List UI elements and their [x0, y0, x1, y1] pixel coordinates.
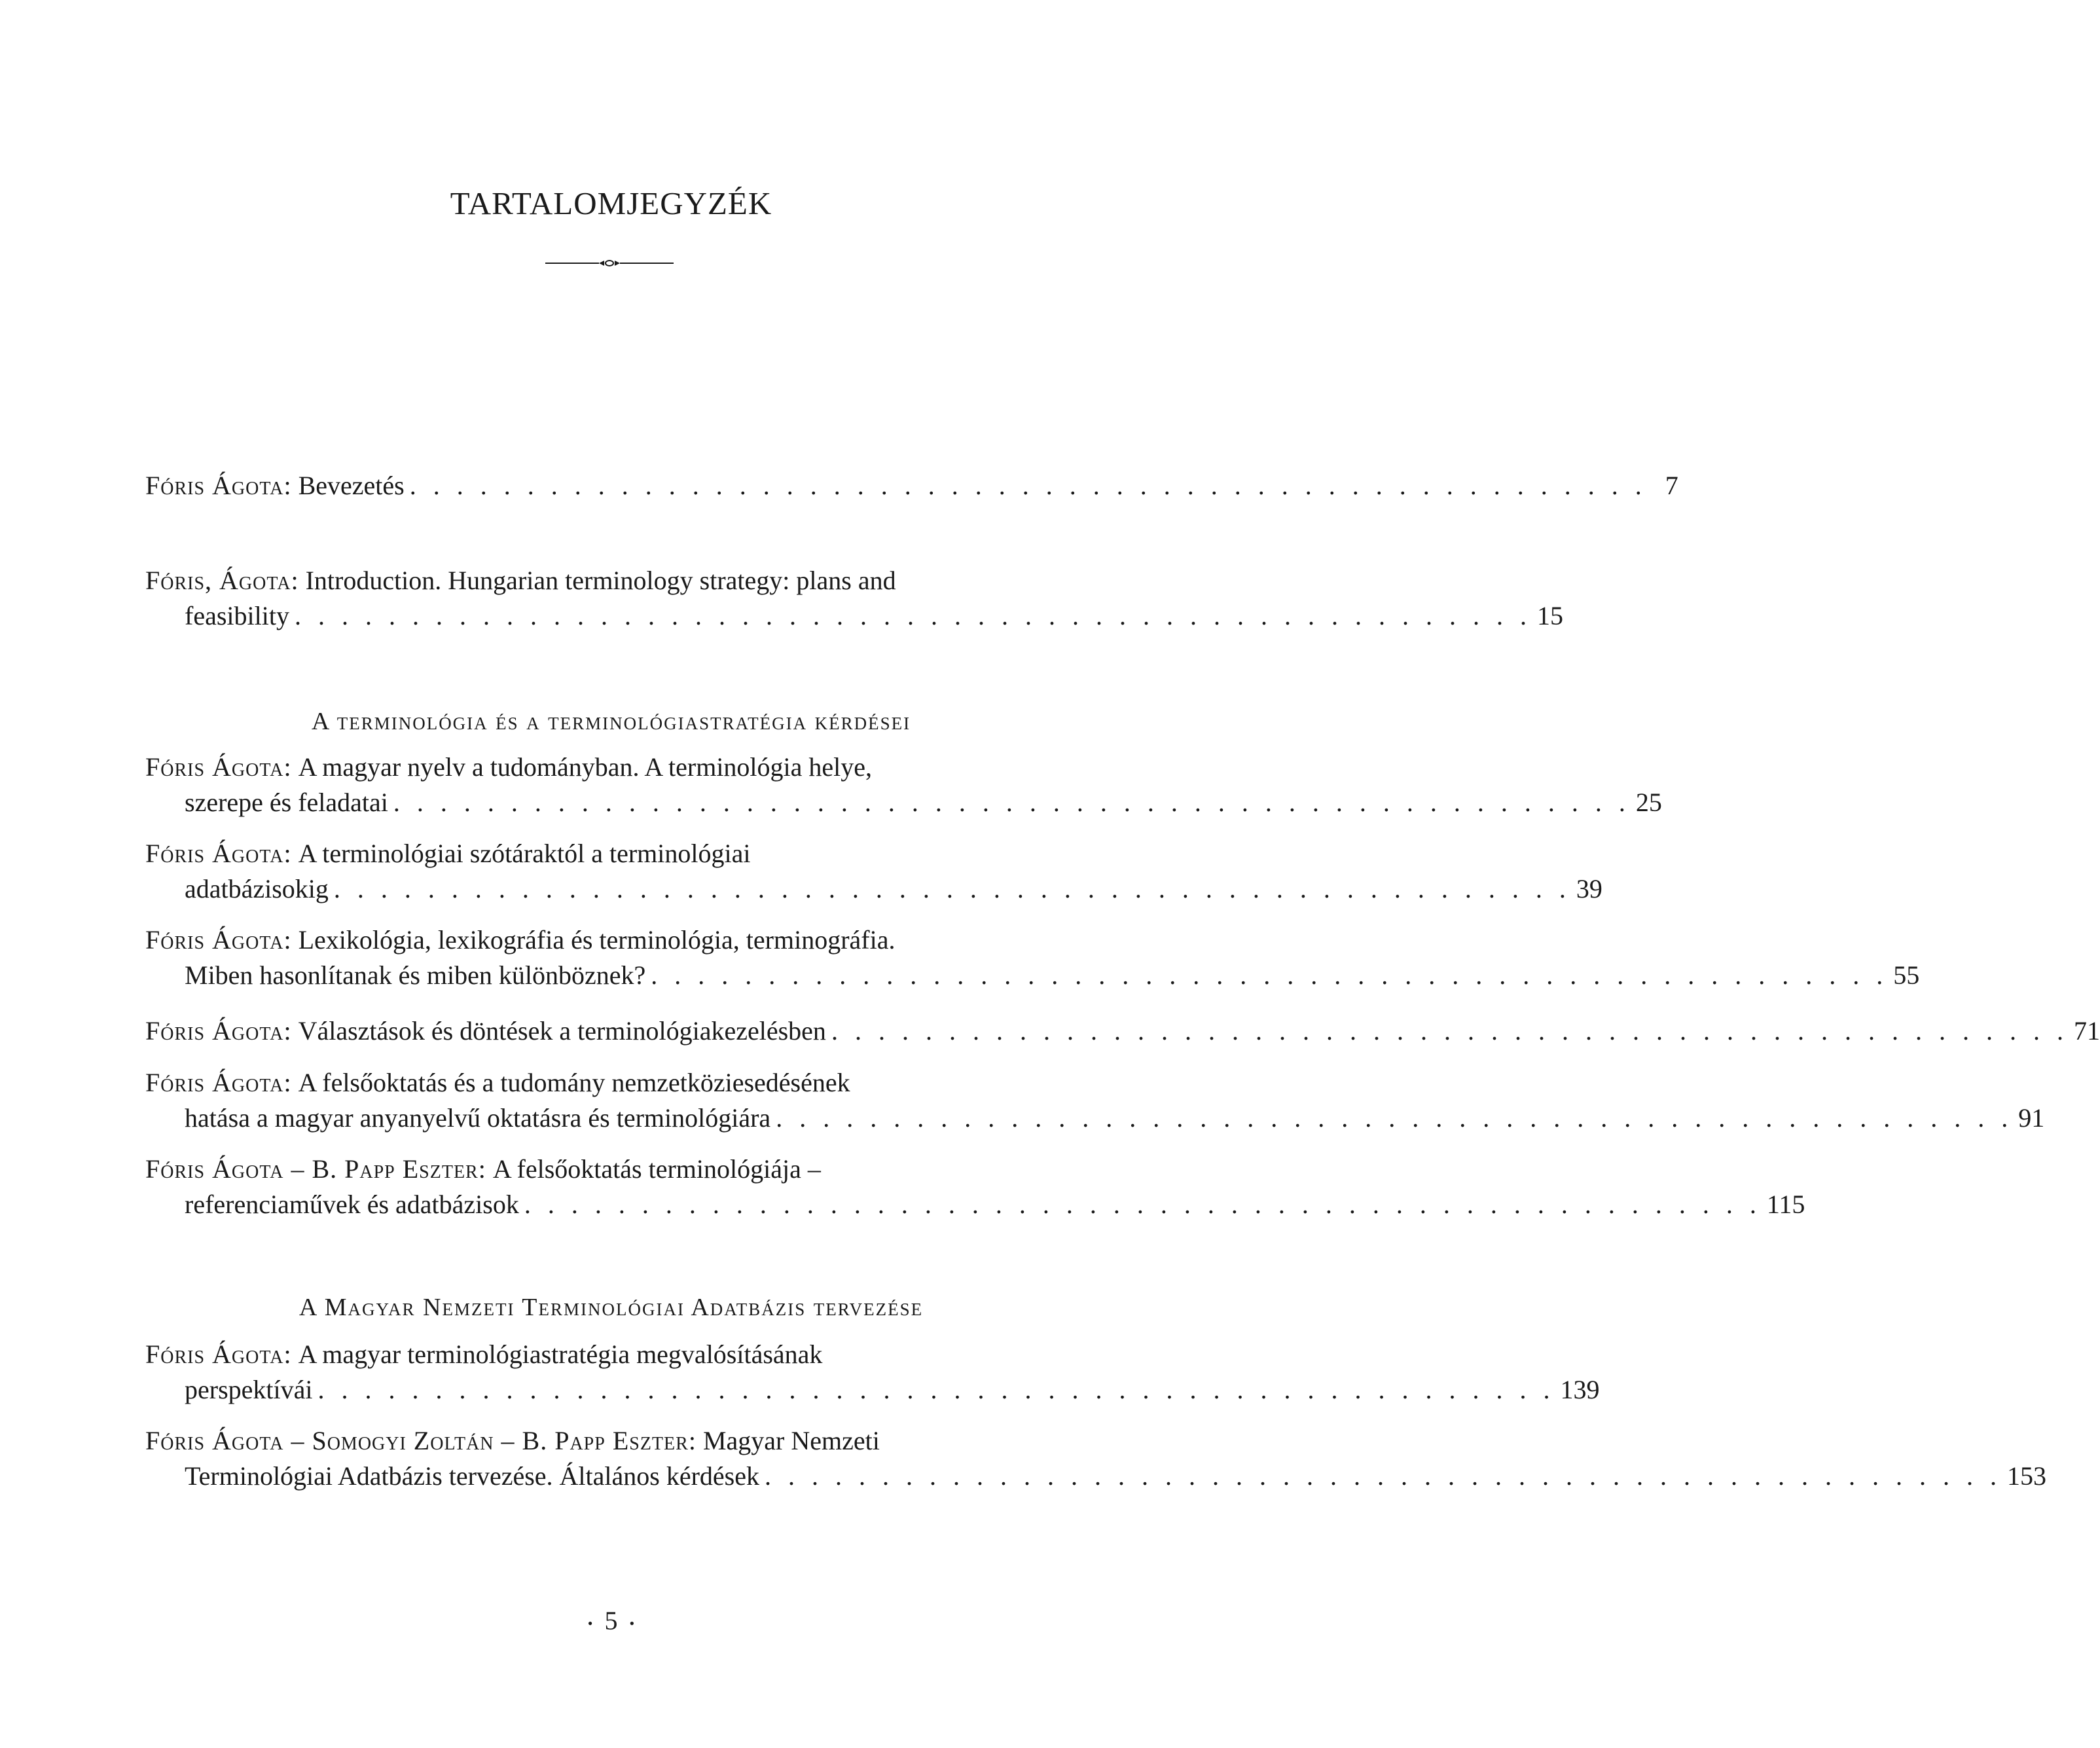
entry-authors: Fóris Ágota – B. Papp Eszter: — [145, 1154, 486, 1184]
entry-title-line2: perspektívái — [185, 1375, 313, 1404]
section-heading: A terminológia és a terminológiastratégia kérdései — [311, 708, 911, 735]
entry-title-line1: Lexikológia, lexikográfia és terminológia, terminográfia. — [298, 925, 896, 955]
entry-title-line2: hatása a magyar anyanyelvű oktatásra és terminológiára — [185, 1103, 771, 1133]
entry-title-line1: A felsőoktatás terminológiája – — [492, 1154, 821, 1184]
page-footer — [0, 1605, 1222, 1636]
entry-page-number: 25 — [1635, 788, 1662, 817]
toc-entry[interactable] — [145, 563, 1563, 634]
entry-authors: Fóris Ágota: — [145, 1068, 292, 1097]
entry-title-line2: Miben hasonlítanak és miben különböznek? — [185, 960, 646, 990]
entry-title-line1: A magyar nyelv a tudományban. A terminológia helye, — [298, 752, 873, 782]
dot-leader: . . . . . . . . . . . . . . . . . . . . . . . . . . . . . . . . . . . . . . . . . . . . . . . . . . . . . — [524, 1190, 1762, 1219]
toc-entry[interactable] — [145, 1065, 2045, 1136]
entry-title-line1: Introduction. Hungarian terminology strategy: plans and — [305, 566, 896, 595]
entry-authors: Fóris Ágota: — [145, 471, 292, 500]
entry-title-line2: Terminológiai Adatbázis tervezése. Általános kérdések — [185, 1461, 759, 1491]
dot-leader: . . . . . . . . . . . . . . . . . . . . . . . . . . . . . . . . . . . . . . . . . . . . . . . . . . . . . — [776, 1103, 2014, 1133]
entry-title-line2: adatbázisokig — [185, 874, 329, 903]
entry-page-number: 115 — [1766, 1190, 1805, 1219]
toc-entry[interactable] — [145, 1152, 1805, 1222]
bullet-icon: • — [587, 1614, 593, 1631]
dot-leader: . . . . . . . . . . . . . . . . . . . . . . . . . . . . . . . . . . . . . . . . . . . . . . . . . . . . . — [294, 601, 1532, 630]
entry-page-number: 71 — [2073, 1016, 2100, 1046]
page-title: TARTALOMJEGYZÉK — [450, 185, 772, 221]
entry-page-number: 91 — [2018, 1103, 2045, 1133]
entry-title-line2: referenciaművek és adatbázisok — [185, 1190, 519, 1219]
dot-leader: . . . . . . . . . . . . . . . . . . . . . . . . . . . . . . . . . . . . . . . . . . . . . . . . . . . . . — [317, 1375, 1555, 1404]
entry-title-line2: szerepe és feladatai — [185, 788, 388, 817]
entry-page-number: 55 — [1893, 960, 1920, 990]
entry-authors: Fóris Ágota: — [145, 925, 292, 955]
toc-entry[interactable] — [145, 468, 1678, 503]
bullet-icon: • — [629, 1614, 635, 1631]
entry-title: Bevezetés — [298, 471, 405, 500]
toc-entry[interactable] — [145, 922, 1920, 993]
entry-title-line1: A terminológiai szótáraktól a terminológiai — [298, 839, 751, 868]
entry-page-number: 139 — [1560, 1375, 1600, 1404]
entry-title-line1: Magyar Nemzeti — [702, 1426, 880, 1455]
dot-leader: . . . . . . . . . . . . . . . . . . . . . . . . . . . . . . . . . . . . . . . . . . . . . . . . . . . . . — [651, 960, 1889, 990]
entry-title-line1: A magyar terminológiastratégia megvalósításának — [298, 1339, 823, 1369]
toc-entry[interactable] — [145, 1013, 2100, 1049]
entry-title: Választások és döntések a terminológiakezelésben — [298, 1016, 826, 1046]
toc-entry[interactable] — [145, 1423, 2046, 1494]
divider-ornament-icon — [545, 258, 674, 268]
entry-authors: Fóris Ágota: — [145, 1339, 292, 1369]
entry-authors: Fóris Ágota – Somogyi Zoltán – B. Papp Eszter: — [145, 1426, 697, 1455]
toc-entry[interactable] — [145, 836, 1602, 907]
dot-leader: . . . . . . . . . . . . . . . . . . . . . . . . . . . . . . . . . . . . . . . . . . . . . . . . . . . . . — [831, 1016, 2069, 1046]
entry-authors: Fóris, Ágota: — [145, 566, 299, 595]
entry-page-number: 15 — [1536, 601, 1563, 630]
dot-leader: . . . . . . . . . . . . . . . . . . . . . . . . . . . . . . . . . . . . . . . . . . . . . . . . . . . . . — [333, 874, 1571, 903]
section-heading: A Magyar Nemzeti Terminológiai Adatbázis tervezése — [299, 1294, 924, 1321]
dot-leader: . . . . . . . . . . . . . . . . . . . . . . . . . . . . . . . . . . . . . . . . . . . . . . . . . . . . . — [393, 788, 1631, 817]
entry-page-number: 153 — [2007, 1461, 2046, 1491]
entry-authors: Fóris Ágota: — [145, 1016, 292, 1046]
entry-title-line2: feasibility — [185, 601, 289, 630]
entry-page-number: 7 — [1665, 471, 1678, 500]
toc-entry[interactable] — [145, 750, 1662, 820]
dot-leader: . . . . . . . . . . . . . . . . . . . . . . . . . . . . . . . . . . . . . . . . . . . . . . . . . . . . . — [765, 1461, 2002, 1491]
page-number: 5 — [604, 1606, 618, 1635]
entry-authors: Fóris Ágota: — [145, 752, 292, 782]
toc-entry[interactable] — [145, 1337, 1600, 1408]
entry-page-number: 39 — [1576, 874, 1602, 903]
entry-authors: Fóris Ágota: — [145, 839, 292, 868]
dot-leader: . . . . . . . . . . . . . . . . . . . . . . . . . . . . . . . . . . . . . . . . . . . . . . . . . . . . . — [409, 471, 1647, 500]
entry-title-line1: A felsőoktatás és a tudomány nemzetköziesedésének — [298, 1068, 850, 1097]
